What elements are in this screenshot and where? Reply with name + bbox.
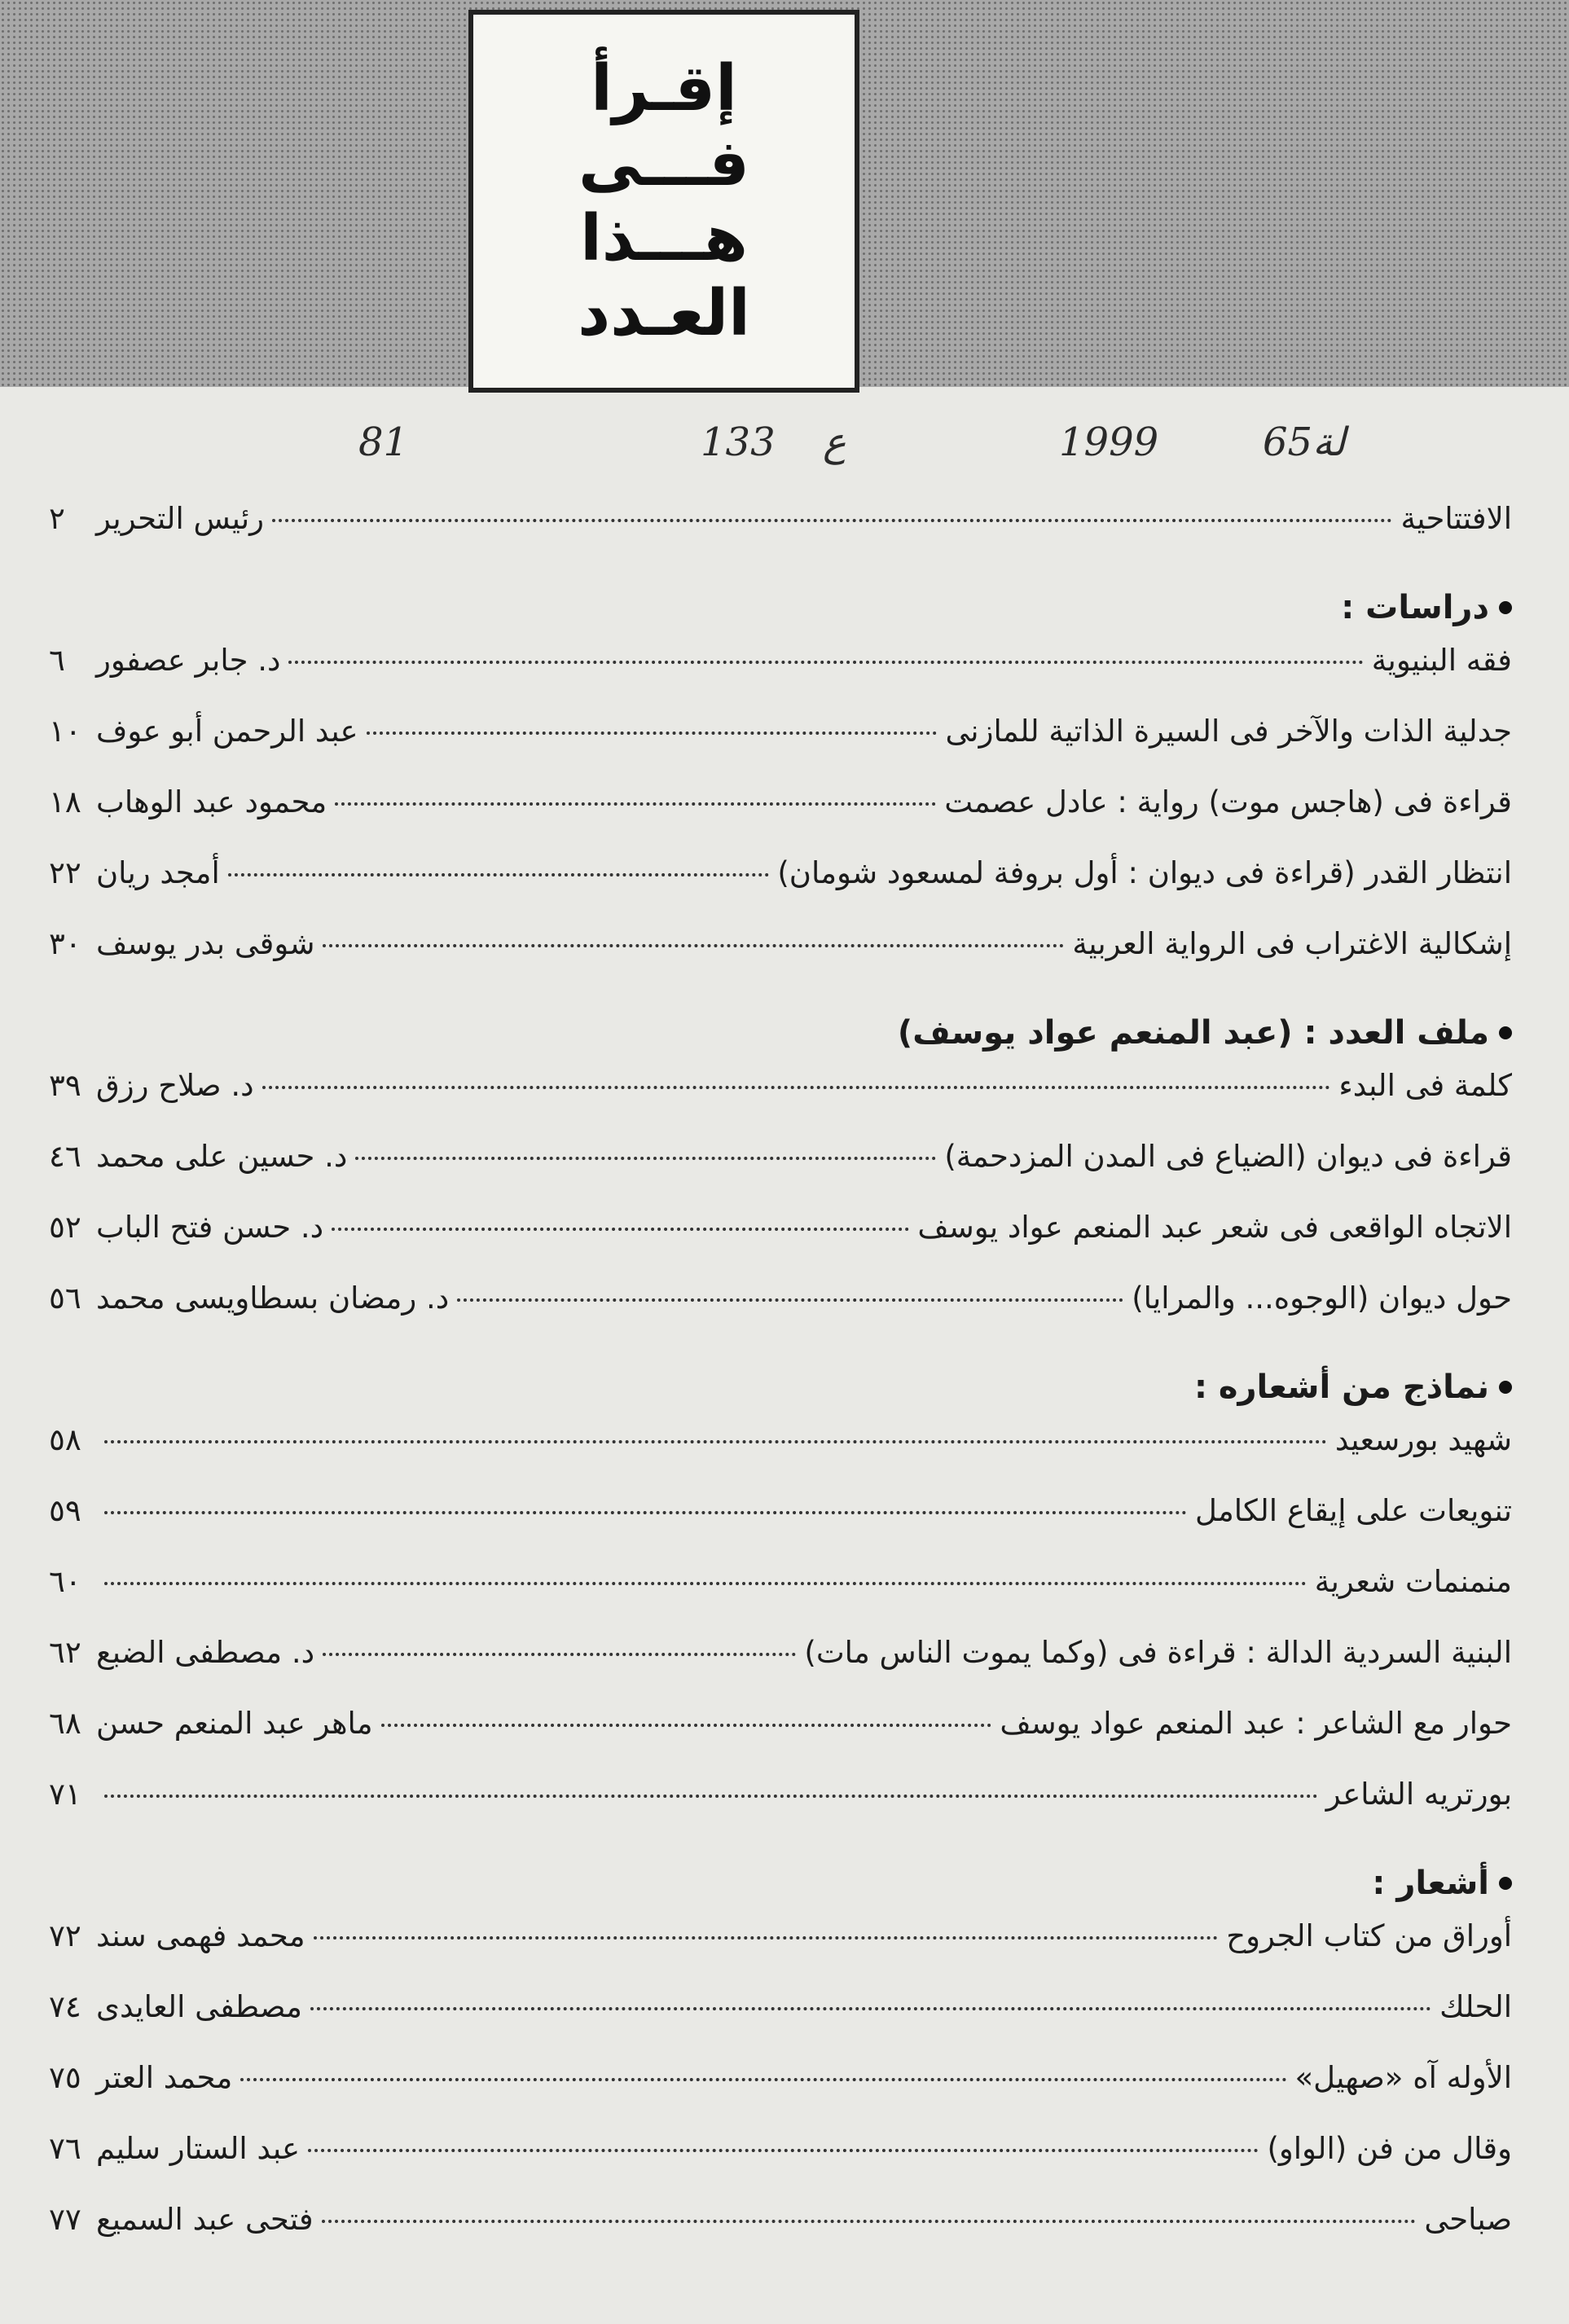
section-heading (49, 1847, 1512, 1918)
page-number: ٥٢ (49, 1210, 81, 1245)
entry-title: أوراق من كتاب الجروح (1226, 1918, 1512, 1953)
toc-entry (49, 1210, 1512, 1281)
handwritten-note: 6لة5 (1263, 420, 1346, 465)
bullet-icon (1499, 1381, 1512, 1394)
dot-leader (381, 1724, 992, 1727)
page-number: ٣٠ (49, 926, 81, 961)
page-number: ٧٢ (49, 1918, 81, 1953)
title-line: هـــذا (580, 202, 748, 275)
entry-author: فتحى عبد السميع (96, 2202, 314, 2237)
dot-leader (104, 1795, 1318, 1798)
toc-entry (49, 1422, 1512, 1493)
dot-leader (104, 1582, 1307, 1585)
entry-author: شوقى بدر يوسف (96, 926, 315, 961)
dot-leader (310, 2007, 1431, 2010)
bullet-icon (1499, 1026, 1512, 1039)
dot-leader (322, 2220, 1417, 2223)
entry-author: محمد فهمى سند (96, 1918, 305, 1953)
page-number: ٧٤ (49, 1989, 81, 2024)
toc-entry (49, 1068, 1512, 1139)
entry-title: تنويعات على إيقاع الكامل (1194, 1493, 1512, 1528)
dot-leader (457, 1298, 1123, 1302)
toc-entry (49, 1635, 1512, 1706)
dot-leader (314, 1936, 1219, 1940)
entry-title: صباحى (1424, 2202, 1512, 2237)
toc-entry (49, 501, 1512, 572)
handwritten-note: ع (823, 420, 846, 465)
page-number: ٧٥ (49, 2060, 81, 2095)
entry-title: الاتجاه الواقعى فى شعر عبد المنعم عواد يوسف (917, 1210, 1512, 1245)
section-label: ملف العدد : (عبد المنعم عواد يوسف) (897, 1013, 1489, 1052)
entry-title: بورتريه الشاعر (1325, 1777, 1512, 1812)
page-number: ٥٦ (49, 1281, 81, 1316)
entry-title: قراءة فى (هاجس موت) رواية : عادل عصمت (944, 784, 1512, 819)
title-line: فـــى (578, 127, 749, 200)
entry-author: ماهر عبد المنعم حسن (96, 1706, 373, 1741)
entry-author: د. حسين على محمد (96, 1139, 348, 1174)
entry-title: فقه البنيوية (1371, 643, 1512, 678)
bullet-icon (1499, 601, 1512, 614)
toc-entry (49, 1139, 1512, 1210)
page-number: ٧٧ (49, 2202, 81, 2237)
toc-entry (49, 1564, 1512, 1635)
page-number: ٧٦ (49, 2131, 81, 2166)
section-label: دراسات : (1341, 588, 1489, 626)
page-number: ٦٢ (49, 1635, 81, 1670)
toc-entry (49, 1918, 1512, 1989)
toc-entry (49, 2131, 1512, 2202)
title-line: العـدد (578, 277, 750, 350)
toc-entry (49, 926, 1512, 997)
dot-leader (335, 802, 936, 806)
toc-entry (49, 1281, 1512, 1351)
toc-entry (49, 2202, 1512, 2273)
dot-leader (240, 2078, 1286, 2081)
entry-title: منمنمات شعرية (1314, 1564, 1512, 1599)
entry-author: د. رمضان بسطاويسى محمد (96, 1281, 450, 1316)
dot-leader (323, 1653, 796, 1656)
entry-title: الحلك (1439, 1989, 1512, 2024)
toc-entry (49, 643, 1512, 714)
section-label: أشعار : (1372, 1864, 1489, 1902)
page-number: ٤٦ (49, 1139, 81, 1174)
toc-entry (49, 1493, 1512, 1564)
entry-author: رئيس التحرير (96, 501, 264, 536)
page-number: ٢ (49, 501, 65, 536)
entry-title: حول ديوان (الوجوه... والمرايا) (1132, 1281, 1512, 1316)
entry-title: قراءة فى ديوان (الضياع فى المدن المزدحمة) (944, 1139, 1512, 1174)
table-of-contents (49, 501, 1512, 2273)
toc-entry (49, 784, 1512, 855)
entry-title: الافتتاحية (1400, 501, 1512, 536)
title-box (468, 10, 859, 393)
page-number: ٥٩ (49, 1493, 81, 1528)
toc-entry (49, 1706, 1512, 1777)
dot-leader (104, 1511, 1187, 1514)
handwritten-note: 1999 (1059, 420, 1159, 465)
page-number: ٢٢ (49, 855, 81, 890)
entry-author: د. صلاح رزق (96, 1068, 254, 1103)
section-label: نماذج من أشعاره : (1193, 1368, 1489, 1406)
dot-leader (228, 873, 770, 876)
dot-leader (367, 731, 938, 735)
entry-title: إشكالية الاغتراب فى الرواية العربية (1072, 926, 1512, 961)
dot-leader (288, 661, 1363, 664)
page-number: ١٠ (49, 714, 81, 749)
toc-entry (49, 1777, 1512, 1847)
toc-entry (49, 1989, 1512, 2060)
entry-author: عبد الستار سليم (96, 2131, 301, 2166)
section-heading (49, 997, 1512, 1068)
entry-author: د. جابر عصفور (96, 643, 281, 678)
entry-title: شهيد بورسعيد (1334, 1422, 1512, 1457)
title-line: إقـرأ (591, 52, 737, 125)
dot-leader (332, 1228, 909, 1231)
bullet-icon (1499, 1877, 1512, 1890)
entry-title: جدلية الذات والآخر فى السيرة الذاتية للمازنى (945, 714, 1512, 749)
entry-title: الأوله آه «صهيل» (1294, 2060, 1512, 2095)
page-number: ٣٩ (49, 1068, 81, 1103)
page-number: ٦ (49, 643, 65, 678)
entry-title: حوار مع الشاعر : عبد المنعم عواد يوسف (1000, 1706, 1512, 1741)
entry-author: مصطفى العايدى (96, 1989, 302, 2024)
dot-leader (262, 1086, 1331, 1089)
page-number: ٧١ (49, 1777, 81, 1812)
entry-author: أمجد ريان (96, 855, 220, 890)
dot-leader (355, 1157, 936, 1160)
entry-author: محمد العتر (96, 2060, 233, 2095)
toc-entry (49, 714, 1512, 784)
handwritten-note: 133 (701, 420, 776, 465)
section-heading (49, 572, 1512, 643)
dot-leader (308, 2149, 1259, 2152)
dot-leader (104, 1440, 1327, 1443)
page-number: ٥٨ (49, 1422, 81, 1457)
toc-entry (49, 855, 1512, 926)
entry-title: انتظار القدر (قراءة فى ديوان : أول بروفة لمسعود شومان) (777, 855, 1512, 890)
entry-title: وقال من فن (الواو) (1267, 2131, 1512, 2166)
section-heading (49, 1351, 1512, 1422)
entry-title: كلمة فى البدء (1338, 1068, 1512, 1103)
entry-author: عبد الرحمن أبو عوف (96, 714, 358, 749)
entry-author: محمود عبد الوهاب (96, 784, 327, 819)
toc-entry (49, 2060, 1512, 2131)
dot-leader (323, 944, 1064, 947)
handwritten-note: 81 (358, 420, 409, 465)
entry-author: د. حسن فتح الباب (96, 1210, 324, 1245)
entry-author: د. مصطفى الضبع (96, 1635, 315, 1670)
page-number: ٦٨ (49, 1706, 81, 1741)
dot-leader (272, 519, 1392, 522)
page-number: ١٨ (49, 784, 81, 819)
page-number: ٦٠ (49, 1564, 81, 1599)
entry-title: البنية السردية الدالة : قراءة فى (وكما يموت الناس مات) (804, 1635, 1512, 1670)
